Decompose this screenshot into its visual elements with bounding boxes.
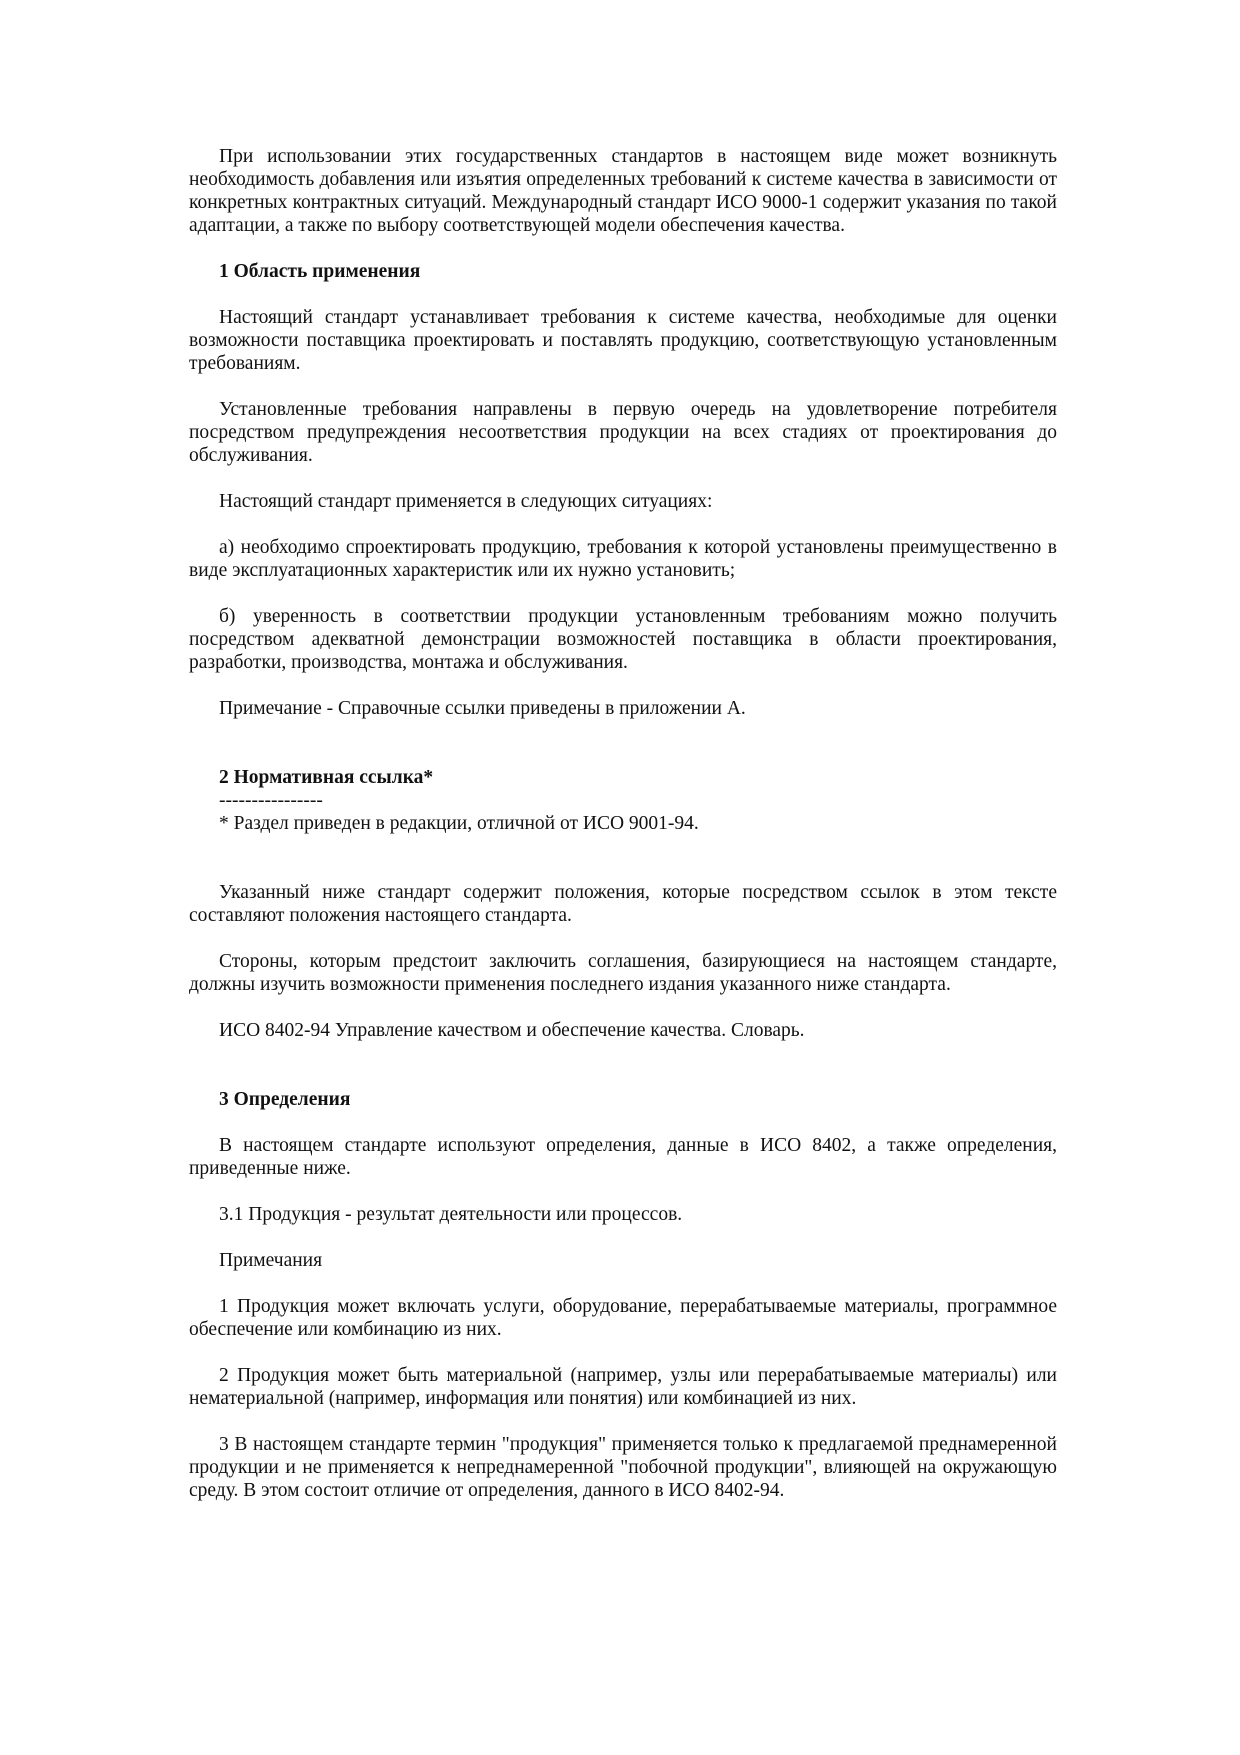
section-3-note-2: 2 Продукция может быть материальной (например, узлы или перерабатываемые материалы) или нематериальной (например, информация или понятия) или комбинацией из них.: [189, 1365, 1057, 1409]
section-2-paragraph-1: Указанный ниже стандарт содержит положения, которые посредством ссылок в этом тексте составляют положения настоящего стандарта.: [189, 882, 1057, 926]
section-3-paragraph-1: В настоящем стандарте используют определения, данные в ИСО 8402, а также определения, приведенные ниже.: [189, 1135, 1057, 1179]
section-3-heading: 3 Определения: [219, 1089, 351, 1110]
intro-paragraph: При использовании этих государственных стандартов в настоящем виде может возникнуть необходимость добавления или изъятия определенных требований к системе качества в зависимости от конкретных контрактных ситуаций. Международный стандарт ИСО 9000-1 содержит указания по такой адаптации, а также по выбору соответствующей модели обеспечения качества.: [189, 146, 1057, 236]
spacer: [189, 1065, 1057, 1088]
section-1-paragraph-1: Настоящий стандарт устанавливает требования к системе качества, необходимые для оценки возможности поставщика проектировать и поставлять продукцию, соответствующую установленным требованиям.: [189, 307, 1057, 374]
section-3-note-3: 3 В настоящем стандарте термин "продукция" применяется только к предлагаемой преднамеренной продукции и не применяется к непреднамеренной "побочной продукции", влияющей на окружающую среду. В этом состоит отличие от определения, данного в ИСО 8402-94.: [189, 1434, 1057, 1501]
section-1-note: Примечание - Справочные ссылки приведены в приложении А.: [219, 698, 746, 719]
footnote-rule: ----------------: [219, 790, 323, 811]
definition-3-1: 3.1 Продукция - результат деятельности или процессов.: [219, 1204, 683, 1225]
spacer: [189, 743, 1057, 766]
section-2-heading: 2 Нормативная ссылка*: [219, 767, 434, 788]
section-1-item-a: а) необходимо спроектировать продукцию, требования к которой установлены преимущественно в виде эксплуатационных характеристик или их нужно установить;: [189, 537, 1057, 581]
footnote-text: * Раздел приведен в редакции, отличной от ИСО 9001-94.: [219, 813, 699, 834]
section-1-paragraph-3: Настоящий стандарт применяется в следующих ситуациях:: [219, 491, 713, 512]
section-2-reference: ИСО 8402-94 Управление качеством и обеспечение качества. Словарь.: [219, 1020, 805, 1041]
section-3-note-1: 1 Продукция может включать услуги, оборудование, перерабатываемые материалы, программное обеспечение или комбинацию из них.: [189, 1296, 1057, 1340]
notes-label: Примечания: [219, 1250, 323, 1271]
section-1-heading: 1 Область применения: [219, 261, 421, 282]
document-page: [189, 145, 1057, 1525]
spacer: [189, 858, 1057, 881]
section-1-paragraph-2: Установленные требования направлены в первую очередь на удовлетворение потребителя посредством предупреждения несоответствия продукции на всех стадиях от проектирования до обслуживания.: [189, 399, 1057, 466]
section-1-item-b: б) уверенность в соответствии продукции установленным требованиям можно получить посредством адекватной демонстрации возможностей поставщика в области проектирования, разработки, производства, монтажа и обслуживания.: [189, 606, 1057, 673]
section-2-paragraph-2: Стороны, которым предстоит заключить соглашения, базирующиеся на настоящем стандарте, должны изучить возможности применения последнего издания указанного ниже стандарта.: [189, 951, 1057, 995]
